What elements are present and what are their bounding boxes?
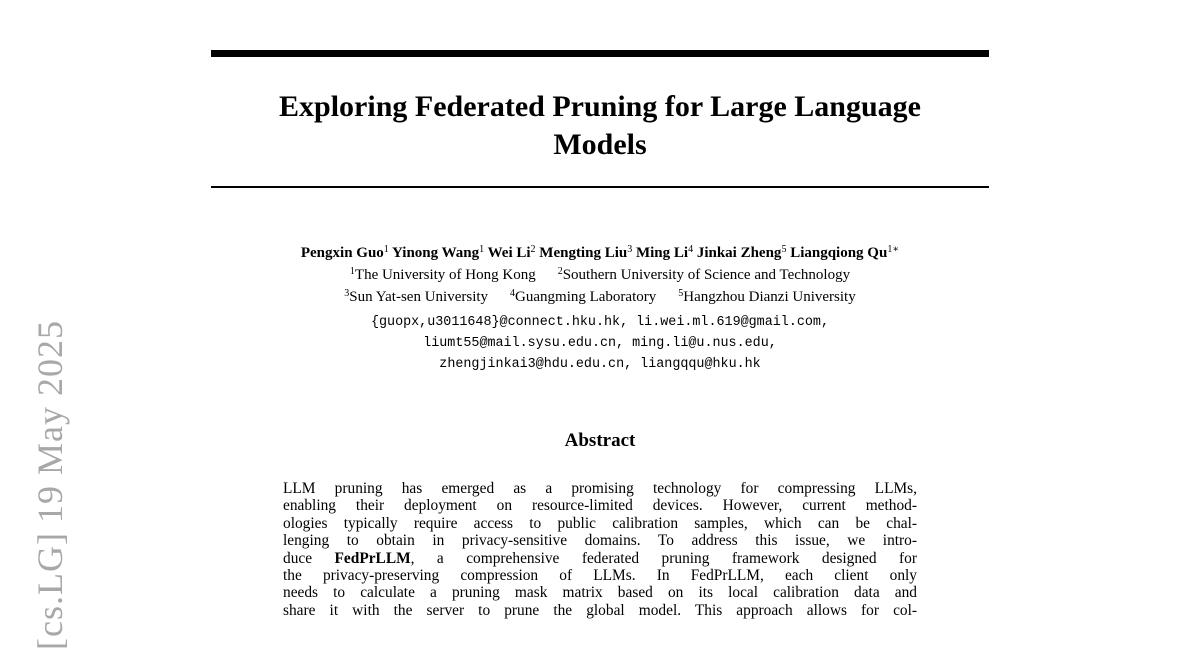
affiliation: $^3$Sun Yat-sen University: [344, 288, 489, 305]
abstract-body: [283, 480, 917, 619]
author: Liangqiong $Qu^{1∗}$: [790, 244, 900, 261]
abstract-line: the privacy-preserving compression of LLMs. In FedPrLLM, each client only: [283, 567, 917, 585]
arxiv-date: 19 May 2025: [30, 320, 70, 523]
paper-title: [211, 88, 989, 164]
abstract-line: enabling their deployment on resource-limited devices. However, current method-: [283, 497, 917, 515]
author: Mengting Liu$^3$: [539, 244, 633, 261]
abstract-heading: Abstract: [564, 430, 636, 451]
framework-name: FedPrLLM: [334, 549, 411, 567]
abstract-line: ologies typically require access to public calibration samples, which can be chal-: [283, 514, 917, 532]
affiliation: $^5$Hangzhou Dianzi University: [678, 288, 856, 305]
abstract-line: duce FedPrLLM, a comprehensive federated pruning framework designed for: [283, 549, 917, 567]
author: Wei Li$^2$: [487, 244, 536, 261]
title-top-rule: [211, 50, 989, 57]
author: Yinong Wang$^1$: [392, 244, 485, 261]
affiliation: $^1$The University of Hong Kong: [349, 266, 536, 283]
author-list: [180, 243, 1020, 263]
author: Jinkai Zheng$^5$: [696, 244, 787, 261]
title-bottom-rule: [211, 186, 989, 188]
abstract-line: LLM pruning has emerged as a promising technology for compressing LLMs,: [283, 480, 917, 497]
author: Pengxin Guo$^1$: [300, 244, 389, 261]
abstract-line: share it with the server to prune the global model. This approach allows for col-: [283, 601, 917, 619]
affiliation: $^4$Guangming Laboratory: [510, 288, 657, 305]
email-line: zhengjinkai3@hdu.edu.cn, liangqqu@hku.hk: [439, 357, 761, 372]
author: Ming Li$^4$: [635, 244, 694, 261]
arxiv-category: [cs.LG]: [30, 532, 70, 650]
affiliation: $^2$Southern University of Science and Technology: [557, 266, 851, 283]
email-line: {guopx,u3011648}@connect.hku.hk, li.wei.ml.619@gmail.com,: [370, 315, 830, 330]
title-line-1: Exploring Federated Pruning for Large Language: [279, 90, 921, 123]
author-emails: [180, 312, 1020, 375]
arxiv-side-stamp: [28, 320, 76, 650]
abstract-line: lenging to obtain in privacy-sensitive domains. To address this issue, we intro-: [283, 532, 917, 550]
title-line-2: Models: [553, 128, 647, 161]
affiliation-line-1: [180, 265, 1020, 285]
email-line: liumt55@mail.sysu.edu.cn, ming.li@u.nus.edu,: [423, 336, 777, 351]
affiliation-line-2: [180, 287, 1020, 307]
abstract-line: needs to calculate a pruning mask matrix based on its local calibration data and: [283, 584, 917, 602]
